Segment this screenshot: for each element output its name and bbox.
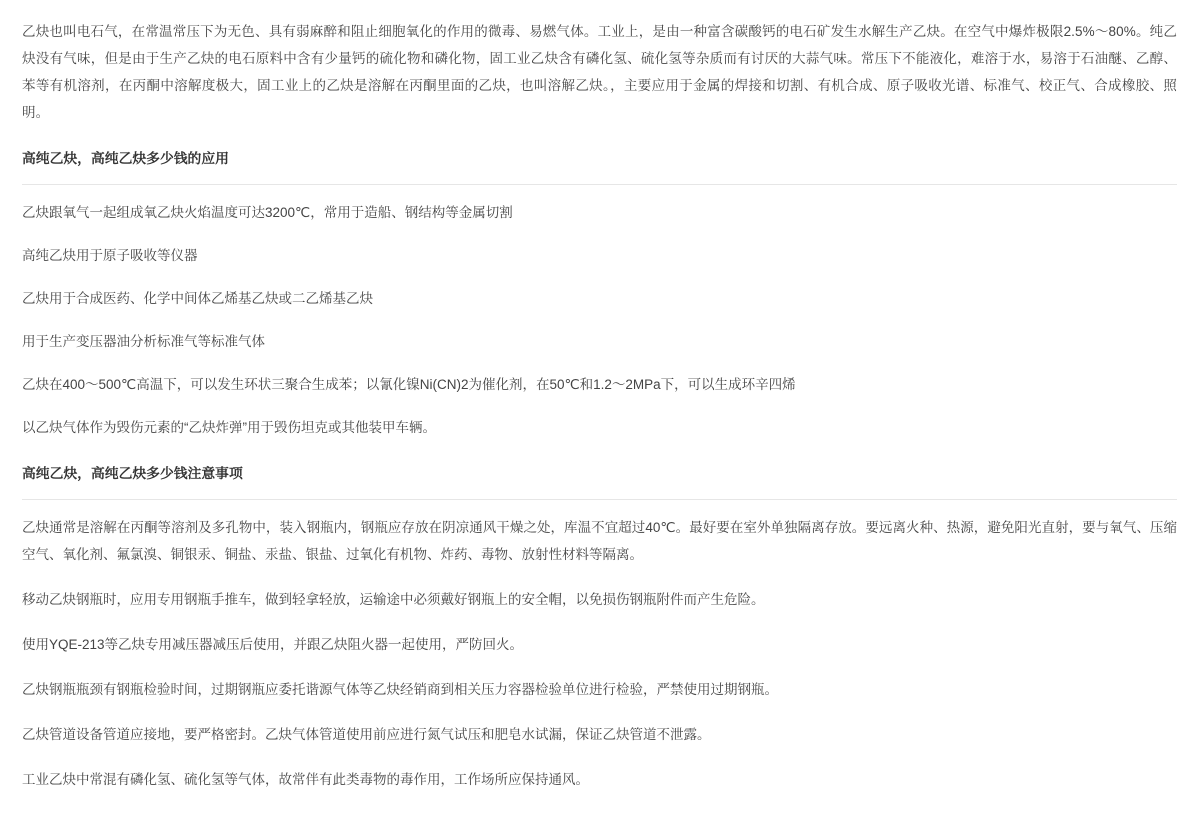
list-item: 使用YQE-213等乙炔专用减压器减压后使用，并跟乙炔阻火器一起使用，严防回火。 [22,637,524,653]
list-item: 乙炔跟氧气一起组成氧乙炔火焰温度可达3200℃，常用于造船、钢结构等金属切割 [22,205,513,221]
applications-section [22,148,1177,441]
bottom-spacer [22,811,1177,825]
notes-divider [22,499,1177,500]
list-item: 以乙炔气体作为毁伤元素的“乙炔炸弹”用于毁伤坦克或其他装甲车辆。 [22,420,436,436]
list-item: 乙炔用于合成医药、化学中间体乙烯基乙炔或二乙烯基乙炔 [22,291,373,307]
list-item: 用于生产变压器油分析标准气等标准气体 [22,334,265,350]
notes-section [22,463,1177,793]
list-item: 乙炔在400～500℃高温下，可以发生环状三聚合生成苯；以氰化镍Ni(CN)2为催化剂，在50℃和1.2～2MPa下，可以生成环辛四烯 [22,377,796,393]
list-item: 乙炔管道设备管道应接地，要严格密封。乙炔气体管道使用前应进行氮气试压和肥皂水试漏，保证乙炔管道不泄露。 [22,727,711,743]
list-item: 移动乙炔钢瓶时，应用专用钢瓶手推车，做到轻拿轻放，运输途中必须戴好钢瓶上的安全帽，以免损伤钢瓶附件而产生危险。 [22,592,765,608]
applications-divider [22,184,1177,185]
list-item: 乙炔钢瓶瓶颈有钢瓶检验时间，过期钢瓶应委托谐源气体等乙炔经销商到相关压力容器检验单位进行检验，严禁使用过期钢瓶。 [22,682,778,698]
intro-paragraph: 乙炔也叫电石气，在常温常压下为无色、具有弱麻醉和阻止细胞氧化的作用的微毒、易燃气体。工业上，是由一种富含碳酸钙的电石矿发生水解生产乙炔。在空气中爆炸极限2.5%～80%。纯乙炔没有气味，但是由于生产乙炔的电石原料中含有少量钙的硫化物和磷化物，固工业乙炔含有磷化氢、硫化氢等杂质而有讨厌的大蒜气味。常压下不能液化，难溶于水，易溶于石油醚、乙醇、苯等有机溶剂，在丙酮中溶解度极大，固工业上的乙炔是溶解在丙酮里面的乙炔，也叫溶解乙炔。，主要应用于金属的焊接和切割、有机合成、原子吸收光谱、标准气、校正气、合成橡胶、照明。 [22,24,1177,120]
applications-heading: 高纯乙炔，高纯乙炔多少钱的应用 [22,151,229,166]
notes-heading: 高纯乙炔，高纯乙炔多少钱注意事项 [22,466,243,482]
list-item: 工业乙炔中常混有磷化氢、硫化氢等气体，故常伴有此类毒物的毒作用，工作场所应保持通风。 [22,772,589,788]
list-item: 高纯乙炔用于原子吸收等仪器 [22,248,198,264]
list-item: 乙炔通常是溶解在丙酮等溶剂及多孔物中，装入钢瓶内，钢瓶应存放在阴凉通风干燥之处，库温不宜超过40℃。最好要在室外单独隔离存放。要远离火种、热源，避免阳光直射，要与氧气、压缩空气、氧化剂、氟氯溴、铜银汞、铜盐、汞盐、银盐、过氧化有机物、炸药、毒物、放射性材料等隔离。 [22,520,1177,563]
